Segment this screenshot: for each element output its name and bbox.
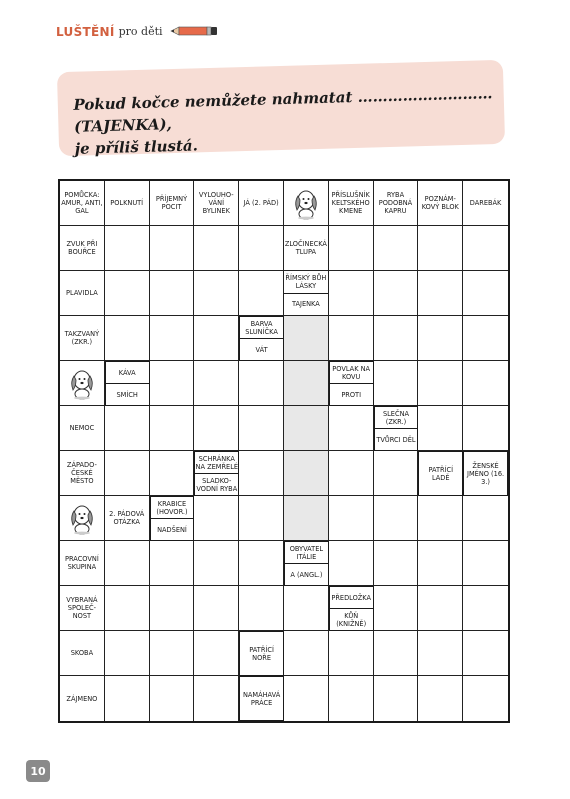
clue-bottom: VÁT: [255, 345, 268, 354]
answer-cell[interactable]: [239, 451, 284, 496]
answer-cell[interactable]: [418, 496, 463, 541]
clue-top: SLEČNA (ZKR.): [375, 407, 418, 429]
answer-cell[interactable]: [374, 271, 419, 316]
dog-icon: [60, 496, 105, 541]
answer-cell[interactable]: [150, 676, 195, 721]
secret-cell[interactable]: [284, 316, 329, 361]
answer-cell[interactable]: [150, 271, 195, 316]
answer-cell[interactable]: [105, 586, 150, 631]
answer-cell[interactable]: [329, 316, 374, 361]
answer-cell[interactable]: [194, 676, 239, 721]
answer-cell[interactable]: [418, 586, 463, 631]
header-clue: RYBA PODOBNÁ KAPRU: [374, 181, 419, 226]
clue-cell: PLAVIDLA: [60, 271, 105, 316]
answer-cell[interactable]: [329, 226, 374, 271]
answer-cell[interactable]: [194, 271, 239, 316]
split-clue-cell: [105, 361, 150, 406]
page-header: [56, 22, 219, 41]
clue-top: KRABICE (HOVOR.): [151, 497, 194, 519]
answer-cell[interactable]: [239, 496, 284, 541]
answer-cell[interactable]: [418, 631, 463, 676]
answer-cell[interactable]: [194, 316, 239, 361]
clue-cell: ZÁPADO- ČESKÉ MĚSTO: [60, 451, 105, 496]
clue-bottom: A (ANGL.): [290, 570, 323, 579]
answer-cell[interactable]: [194, 226, 239, 271]
answer-cell[interactable]: [239, 541, 284, 586]
answer-cell[interactable]: [374, 361, 419, 406]
clue-bottom: SMÍCH: [116, 390, 138, 399]
answer-cell[interactable]: [374, 226, 419, 271]
split-clue-cell: [374, 406, 419, 451]
answer-cell[interactable]: [329, 451, 374, 496]
clue-cell: NAMÁHAVÁ PRÁCE: [239, 676, 284, 721]
answer-cell[interactable]: [374, 496, 419, 541]
answer-cell[interactable]: [150, 361, 195, 406]
clue-bottom: PROTI: [341, 390, 362, 399]
answer-cell[interactable]: [374, 451, 419, 496]
answer-cell[interactable]: [194, 541, 239, 586]
split-clue-cell: [150, 496, 195, 541]
answer-cell[interactable]: [150, 631, 195, 676]
clue-cell: 2. PÁDOVÁ OTÁZKA: [105, 496, 150, 541]
clue-bottom: TVŮRCI DĚL: [376, 435, 416, 444]
clue-cell: PATŘÍCÍ NOŘE: [239, 631, 284, 676]
answer-cell[interactable]: [284, 676, 329, 721]
answer-cell[interactable]: [194, 586, 239, 631]
split-clue-cell: [239, 316, 284, 361]
answer-cell[interactable]: [284, 586, 329, 631]
answer-cell[interactable]: [374, 676, 419, 721]
clue-bottom: KŮŇ (KNIŽNĚ): [336, 611, 367, 628]
clue-bottom: TAJENKA: [291, 300, 320, 309]
answer-cell[interactable]: [418, 676, 463, 721]
header-clue: PŘÍJEMNÝ POCIT: [150, 181, 195, 226]
answer-cell[interactable]: [418, 361, 463, 406]
answer-cell[interactable]: [194, 406, 239, 451]
answer-cell[interactable]: [105, 451, 150, 496]
answer-cell[interactable]: [463, 271, 508, 316]
answer-cell[interactable]: [418, 406, 463, 451]
answer-cell[interactable]: [150, 226, 195, 271]
answer-cell[interactable]: [150, 586, 195, 631]
page-number: 10: [26, 760, 50, 782]
answer-cell[interactable]: [239, 586, 284, 631]
answer-cell[interactable]: [329, 541, 374, 586]
answer-cell[interactable]: [463, 496, 508, 541]
answer-cell[interactable]: [418, 316, 463, 361]
answer-cell[interactable]: [463, 361, 508, 406]
answer-cell[interactable]: [374, 316, 419, 361]
answer-cell[interactable]: [194, 631, 239, 676]
header-clue: DAREBÁK: [463, 181, 508, 226]
split-clue-cell: [284, 541, 329, 586]
dog-icon: [284, 181, 329, 226]
clue-top: KÁVA: [106, 362, 149, 384]
pencil-icon: [169, 22, 219, 41]
clue-cell: PRACOVNÍ SKUPINA: [60, 541, 105, 586]
answer-cell[interactable]: [374, 631, 419, 676]
clue-cell: ZVUK PŘI BOUŘCE: [60, 226, 105, 271]
clue-cell: TAKZVANÝ (ZKR.): [60, 316, 105, 361]
clue-cell: ŽENSKÉ JMÉNO (16. 3.): [463, 451, 508, 496]
brand-title: LUŠTĚNÍ: [56, 24, 115, 39]
answer-cell[interactable]: [329, 496, 374, 541]
clue-bottom: NADŠENÍ: [157, 525, 187, 534]
dog-icon: [60, 361, 105, 406]
answer-cell[interactable]: [105, 271, 150, 316]
secret-cell[interactable]: [284, 496, 329, 541]
split-clue-cell: [329, 586, 374, 631]
answer-cell[interactable]: [105, 541, 150, 586]
answer-cell[interactable]: [329, 271, 374, 316]
clue-top: OBYVATEL ITÁLIE: [285, 542, 328, 564]
answer-cell[interactable]: [150, 406, 195, 451]
clue-top: ŘÍMSKÝ BŮH LÁSKY: [284, 271, 328, 294]
answer-cell[interactable]: [105, 316, 150, 361]
clue-cell: SKOBA: [60, 631, 105, 676]
split-clue-cell: [194, 451, 239, 496]
clue-top: PŘEDLOŽKA: [330, 587, 373, 609]
answer-cell[interactable]: [194, 496, 239, 541]
answer-cell[interactable]: [239, 271, 284, 316]
answer-cell[interactable]: [284, 631, 329, 676]
secret-cell[interactable]: [284, 451, 329, 496]
answer-cell[interactable]: [463, 406, 508, 451]
answer-cell[interactable]: [105, 631, 150, 676]
clue-top: POVLAK NA KOVU: [330, 362, 373, 384]
answer-cell[interactable]: [105, 406, 150, 451]
answer-cell[interactable]: [374, 586, 419, 631]
clue-top: SCHRÁNKA NA ZEMŘELÉ: [195, 452, 238, 474]
secret-cell[interactable]: [284, 406, 329, 451]
answer-cell[interactable]: [329, 631, 374, 676]
crossword-grid: [58, 179, 510, 723]
answer-cell[interactable]: [463, 676, 508, 721]
clue-cell: ZLOČINECKÁ TLUPA: [284, 226, 329, 271]
clue-cell: VYBRANÁ SPOLEČ- NOST: [60, 586, 105, 631]
answer-cell[interactable]: [150, 316, 195, 361]
clue-bottom: SLADKO- VODNÍ RYBA: [196, 476, 238, 493]
header-clue: JÁ (2. PÁD): [239, 181, 284, 226]
answer-cell[interactable]: [150, 451, 195, 496]
answer-cell[interactable]: [463, 586, 508, 631]
clue-top: BARVA SLUNÍČKA: [240, 317, 283, 339]
answer-cell[interactable]: [418, 541, 463, 586]
answer-cell[interactable]: [105, 676, 150, 721]
answer-cell[interactable]: [239, 226, 284, 271]
answer-cell[interactable]: [463, 316, 508, 361]
answer-cell[interactable]: [374, 541, 419, 586]
answer-cell[interactable]: [463, 631, 508, 676]
clue-cell: ZÁJMENO: [60, 676, 105, 721]
secret-sentence: [73, 82, 495, 160]
split-clue-cell: [284, 271, 329, 316]
clue-cell: PATŘÍCÍ LADĚ: [418, 451, 463, 496]
header-clue: POMŮCKA: AMUR, ANTI, GAL: [60, 181, 105, 226]
answer-cell[interactable]: [418, 226, 463, 271]
split-clue-cell: [329, 361, 374, 406]
secret-line-1: Pokud kočce nemůžete nahmatat ……………………… (TAJENKA),: [73, 84, 493, 136]
answer-cell[interactable]: [418, 271, 463, 316]
secret-line-2: je příliš tlustá.: [74, 136, 199, 158]
secret-cell[interactable]: [284, 361, 329, 406]
answer-cell[interactable]: [329, 676, 374, 721]
answer-cell[interactable]: [194, 361, 239, 406]
answer-cell[interactable]: [150, 541, 195, 586]
header-clue: PŘÍSLUŠNÍK KELTSKÉHO KMENE: [329, 181, 374, 226]
answer-cell[interactable]: [239, 406, 284, 451]
header-clue: POLKNUTÍ: [105, 181, 150, 226]
answer-cell[interactable]: [105, 226, 150, 271]
clue-cell: NEMOC: [60, 406, 105, 451]
answer-cell[interactable]: [239, 361, 284, 406]
answer-cell[interactable]: [463, 541, 508, 586]
header-clue: POZNÁM- KOVÝ BLOK: [418, 181, 463, 226]
answer-cell[interactable]: [329, 406, 374, 451]
header-clue: VYLOUHO- VÁNÍ BYLINEK: [194, 181, 239, 226]
brand-subtitle: pro děti: [118, 25, 163, 38]
answer-cell[interactable]: [463, 226, 508, 271]
